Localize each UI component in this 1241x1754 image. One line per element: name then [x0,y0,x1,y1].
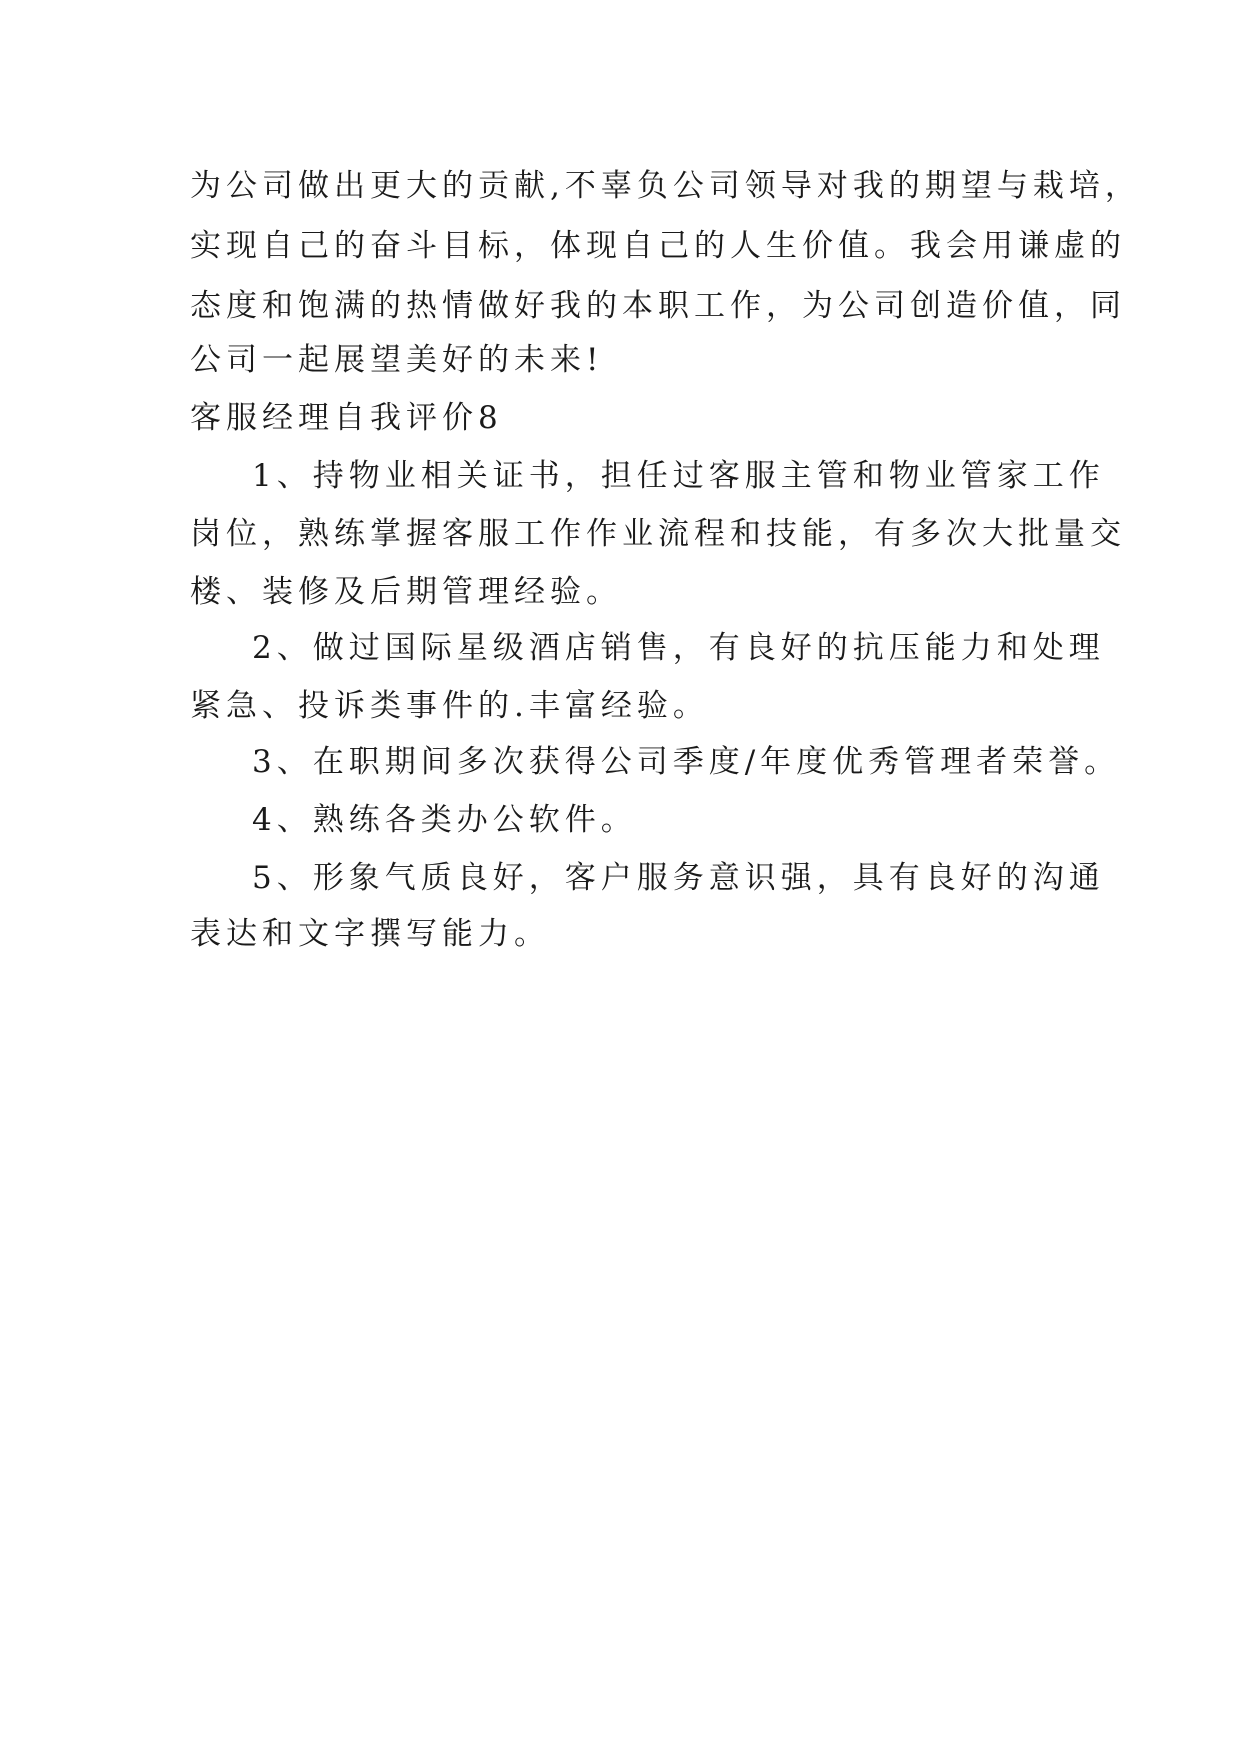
list-item-line: 4、熟练各类办公软件。 [252,802,637,838]
list-item-line: 1、持物业相关证书，担任过客服主管和物业管家工作 [252,458,1105,494]
paragraph-line: 公司一起展望美好的未来! [190,342,604,378]
section-heading: 客服经理自我评价8 [190,400,503,436]
list-item-line: 表达和文字撰写能力。 [190,916,550,952]
paragraph-line: 实现自己的奋斗目标，体现自己的人生价值。我会用谦虚的 [190,228,1126,264]
paragraph-line: 为公司做出更大的贡献,不辜负公司领导对我的期望与栽培， [190,168,1141,204]
list-item-line: 紧急、投诉类事件的.丰富经验。 [190,688,709,724]
paragraph-line: 态度和饱满的热情做好我的本职工作，为公司创造价值，同 [190,288,1126,324]
list-item-line: 楼、装修及后期管理经验。 [190,574,622,610]
list-item-line: 2、做过国际星级酒店销售，有良好的抗压能力和处理 [252,630,1105,666]
list-item-line: 5、形象气质良好，客户服务意识强，具有良好的沟通 [252,860,1105,896]
list-item-line: 3、在职期间多次获得公司季度/年度优秀管理者荣誉。 [252,744,1121,780]
list-item-line: 岗位，熟练掌握客服工作作业流程和技能，有多次大批量交 [190,516,1126,552]
